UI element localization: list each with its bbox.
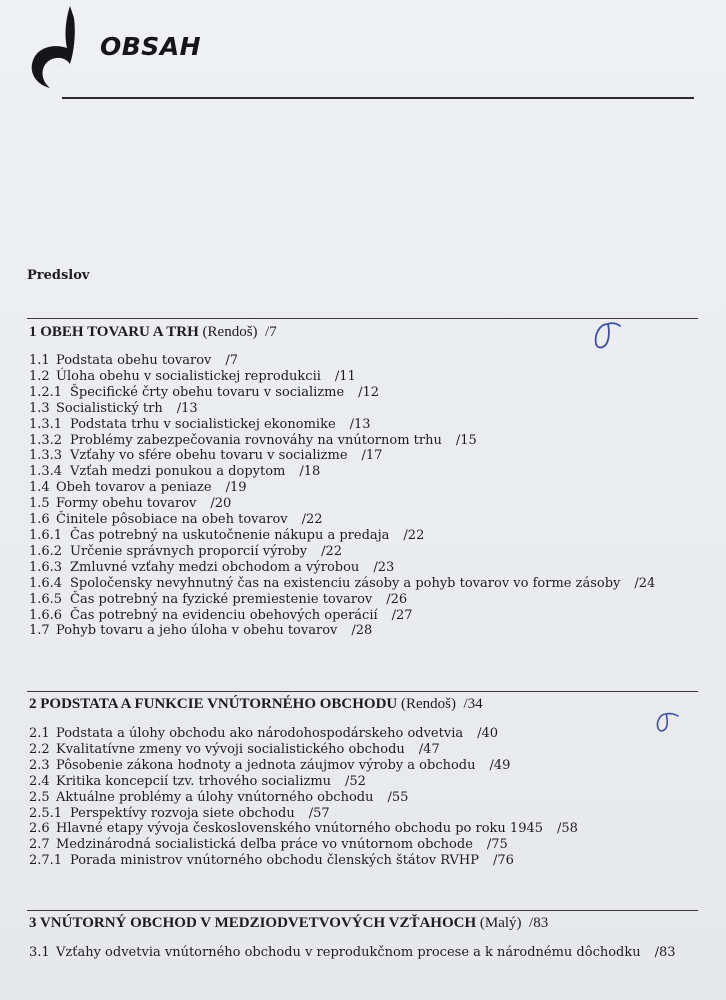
toc-entry-number: 1.6.6 bbox=[29, 607, 63, 623]
toc-entry-title: Porada ministrov vnútorného obchodu členských štátov RVHP bbox=[70, 853, 480, 869]
toc-entry-text bbox=[70, 576, 699, 592]
toc-entry-page: /26 bbox=[386, 591, 408, 607]
toc-entry bbox=[29, 726, 699, 742]
toc-entry bbox=[29, 448, 699, 464]
toc-entry-text bbox=[56, 790, 699, 806]
toc-entry bbox=[29, 742, 699, 758]
toc-entry-text bbox=[70, 528, 699, 544]
toc-entry-title: Hlavné etapy vývoja československého vnútorného obchodu po roku 1945 bbox=[56, 821, 544, 837]
toc-entry-title: Kritika koncepcií tzv. trhového socializmu bbox=[56, 773, 332, 789]
toc-entry-number: 1.3.4 bbox=[29, 464, 63, 480]
toc-entry-title: Úloha obehu v socialistickej reprodukcii bbox=[56, 368, 321, 384]
toc-entry-page: /22 bbox=[301, 512, 323, 528]
toc-entry bbox=[29, 758, 699, 774]
toc-entry-title: Pohyb tovaru a jeho úloha v obehu tovarov bbox=[56, 623, 338, 639]
toc-entry-number: 1.3.2 bbox=[29, 432, 63, 448]
toc-entry-title: Špecifické črty obehu tovaru v socializme bbox=[70, 384, 345, 400]
toc-entry-text bbox=[56, 496, 699, 512]
header-divider bbox=[62, 97, 694, 99]
toc-entry-page: /58 bbox=[557, 821, 578, 837]
toc-entry-number: 1.6.5 bbox=[29, 591, 63, 607]
toc-entry-text bbox=[70, 417, 699, 433]
toc-entry-number: 1.2.1 bbox=[29, 384, 63, 400]
toc-entry-page: /27 bbox=[391, 607, 413, 623]
toc-entry-title: Činitele pôsobiace na obeh tovarov bbox=[56, 512, 288, 528]
toc-entry-text bbox=[70, 464, 699, 480]
toc-entry-number: 2.1 bbox=[29, 726, 50, 741]
toc-entry-text bbox=[70, 544, 699, 560]
chapter-title-text: 1 OBEH TOVARU A TRH bbox=[29, 324, 199, 340]
chapter-author: (Rendoš) bbox=[401, 696, 456, 712]
toc-entry-page: /22 bbox=[321, 543, 343, 559]
toc-entry bbox=[29, 821, 699, 837]
toc-entry bbox=[29, 608, 699, 624]
toc-entry bbox=[29, 806, 699, 822]
toc-entry-text bbox=[56, 480, 699, 496]
toc-entry bbox=[29, 464, 699, 480]
toc-entry-title: Spoločensky nevyhnutný čas na existenciu zásoby a pohyb tovarov vo forme zásoby bbox=[70, 575, 621, 591]
toc-entry bbox=[29, 512, 699, 528]
toc-entry-text bbox=[70, 608, 699, 624]
toc-entry-number: 3.1 bbox=[29, 945, 50, 960]
toc-entry-page: /17 bbox=[361, 448, 383, 464]
toc-entry-page: /75 bbox=[486, 837, 508, 853]
toc-entry-title: Čas potrebný na evidenciu obehových operácií bbox=[70, 607, 378, 623]
toc-entry-page: /28 bbox=[351, 623, 373, 639]
toc-entry-number: 1.1 bbox=[29, 353, 50, 368]
toc-entry-title: Medzinárodná socialistická deľba práce vo vnútornom obchode bbox=[56, 837, 473, 853]
toc-entry bbox=[29, 592, 699, 608]
toc-entry-page: /24 bbox=[634, 575, 656, 591]
toc-entry-number: 1.6.3 bbox=[29, 559, 63, 575]
preface-entry: Predslov bbox=[27, 268, 90, 283]
toc-entry-text bbox=[56, 623, 699, 639]
toc-entry-number: 1.3.3 bbox=[29, 448, 63, 464]
toc-entry-title: Pôsobenie zákona hodnoty a jednota záujmov výroby a obchodu bbox=[56, 757, 476, 773]
toc-entry-page: /11 bbox=[334, 368, 356, 384]
chapter-author: (Rendoš) bbox=[202, 324, 258, 340]
toc-entry bbox=[29, 353, 699, 369]
chapter-divider bbox=[27, 910, 698, 911]
toc-entry-number: 2.2 bbox=[29, 741, 50, 757]
toc-entry-text bbox=[56, 512, 699, 528]
chapter-page: /34 bbox=[463, 696, 483, 712]
toc-entry-page: /15 bbox=[455, 432, 477, 448]
chapter-page: /7 bbox=[265, 324, 277, 340]
toc-entry-title: Určenie správnych proporcií výroby bbox=[70, 543, 308, 559]
toc-entry-title: Čas potrebný na fyzické premiestenie tovarov bbox=[70, 591, 373, 607]
toc-entry-number: 2.7.1 bbox=[29, 853, 63, 869]
toc-entry-text bbox=[56, 945, 699, 961]
toc-list bbox=[29, 945, 699, 961]
toc-entry-text bbox=[56, 369, 699, 385]
toc-entry-page: /12 bbox=[358, 384, 380, 400]
toc-entry bbox=[29, 385, 699, 401]
toc-entry-number: 1.6.1 bbox=[29, 527, 63, 543]
toc-entry-text bbox=[56, 837, 699, 853]
toc-entry bbox=[29, 480, 699, 496]
toc-entry-page: /13 bbox=[349, 416, 371, 432]
toc-entry-title: Podstata obehu tovarov bbox=[56, 353, 212, 368]
toc-entry-number: 1.3.1 bbox=[29, 416, 63, 432]
toc-entry bbox=[29, 790, 699, 806]
toc-entry-page: /52 bbox=[345, 773, 366, 789]
toc-entry-number: 2.6 bbox=[29, 821, 50, 837]
toc-entry-page: /13 bbox=[176, 400, 198, 416]
toc-entry-title: Čas potrebný na uskutočnenie nákupu a predaja bbox=[70, 527, 390, 543]
toc-list bbox=[29, 726, 699, 869]
toc-entry bbox=[29, 774, 699, 790]
toc-entry-title: Podstata trhu v socialistickej ekonomike bbox=[70, 416, 336, 432]
toc-entry-page: /7 bbox=[225, 353, 239, 368]
toc-entry-title: Vzťahy vo sfére obehu tovaru v socializme bbox=[70, 448, 348, 464]
toc-entry-number: 2.7 bbox=[29, 837, 50, 853]
handwritten-mark-icon bbox=[586, 318, 622, 354]
toc-entry-title: Kvalitatívne zmeny vo vývoji socialistického obchodu bbox=[56, 741, 405, 757]
toc-entry bbox=[29, 528, 699, 544]
toc-entry-page: /20 bbox=[210, 496, 232, 512]
toc-entry bbox=[29, 560, 699, 576]
toc-entry-number: 1.6.4 bbox=[29, 575, 63, 591]
toc-entry-page: /23 bbox=[373, 559, 395, 575]
toc-entry-page: /49 bbox=[489, 757, 511, 773]
toc-entry-number: 1.6 bbox=[29, 512, 50, 528]
toc-entry-page: /19 bbox=[225, 480, 247, 496]
toc-entry-title: Vzťah medzi ponukou a dopytom bbox=[70, 464, 286, 480]
toc-entry-number: 2.5.1 bbox=[29, 805, 63, 821]
toc-entry-number: 1.3 bbox=[29, 400, 50, 416]
toc-entry-page: /47 bbox=[418, 741, 440, 757]
toc-entry-number: 1.7 bbox=[29, 623, 50, 639]
toc-entry-text bbox=[70, 433, 699, 449]
toc-entry-title: Socialistický trh bbox=[56, 400, 163, 416]
chapter-heading bbox=[29, 696, 483, 713]
toc-entry-number: 2.5 bbox=[29, 789, 50, 805]
toc-entry-page: /18 bbox=[299, 464, 321, 480]
toc-entry-text bbox=[70, 560, 699, 576]
toc-entry-number: 2.3 bbox=[29, 757, 50, 773]
toc-entry-text bbox=[56, 758, 699, 774]
toc-entry-number: 1.4 bbox=[29, 480, 50, 496]
chapter-page: /83 bbox=[529, 915, 549, 931]
toc-entry-page: /76 bbox=[493, 853, 514, 869]
toc-entry bbox=[29, 853, 699, 869]
toc-entry-page: /57 bbox=[308, 805, 330, 821]
toc-entry-page: /55 bbox=[387, 789, 409, 805]
toc-entry-page: /22 bbox=[403, 527, 425, 543]
toc-entry bbox=[29, 544, 699, 560]
chapter-title-text: 2 PODSTATA A FUNKCIE VNÚTORNÉHO OBCHODU bbox=[29, 696, 398, 712]
toc-entry-number: 1.2 bbox=[29, 368, 50, 384]
toc-entry-title: Formy obehu tovarov bbox=[56, 496, 197, 512]
toc-entry-text bbox=[56, 774, 699, 790]
chapter-heading bbox=[29, 915, 548, 932]
toc-list bbox=[29, 353, 699, 639]
toc-entry-text bbox=[70, 448, 699, 464]
toc-entry-text bbox=[70, 385, 699, 401]
toc-entry-text bbox=[70, 853, 699, 869]
toc-entry bbox=[29, 369, 699, 385]
toc-entry bbox=[29, 417, 699, 433]
toc-entry bbox=[29, 623, 699, 639]
toc-entry bbox=[29, 576, 699, 592]
toc-entry bbox=[29, 496, 699, 512]
chapter-divider bbox=[27, 691, 698, 692]
publisher-logo-icon bbox=[26, 4, 92, 90]
toc-entry-text bbox=[56, 401, 699, 417]
toc-entry-title: Problémy zabezpečovania rovnováhy na vnútornom trhu bbox=[70, 432, 442, 448]
toc-entry bbox=[29, 837, 699, 853]
toc-entry bbox=[29, 945, 699, 961]
toc-entry-title: Obeh tovarov a peniaze bbox=[56, 480, 212, 496]
toc-entry-title: Vzťahy odvetvia vnútorného obchodu v reprodukčnom procese a k národnému dôchodku bbox=[56, 945, 641, 960]
toc-entry-title: Aktuálne problémy a úlohy vnútorného obchodu bbox=[56, 789, 374, 805]
toc-entry bbox=[29, 401, 699, 417]
toc-entry-text bbox=[56, 742, 699, 758]
toc-entry-text bbox=[56, 353, 699, 369]
chapter-heading bbox=[29, 324, 277, 341]
chapter-title-text: 3 VNÚTORNÝ OBCHOD V MEDZIODVETVOVÝCH VZŤAHOCH bbox=[29, 915, 477, 931]
toc-entry-page: /83 bbox=[654, 945, 676, 960]
toc-entry-text bbox=[70, 592, 699, 608]
toc-entry bbox=[29, 433, 699, 449]
toc-entry-title: Zmluvné vzťahy medzi obchodom a výrobou bbox=[70, 559, 360, 575]
toc-entry-text bbox=[70, 806, 699, 822]
toc-entry-title: Podstata a úlohy obchodu ako národohospodárskeho odvetvia bbox=[56, 726, 464, 741]
toc-entry-number: 2.4 bbox=[29, 773, 50, 789]
page-title: OBSAH bbox=[100, 32, 202, 61]
toc-entry-number: 1.6.2 bbox=[29, 543, 63, 559]
chapter-author: (Malý) bbox=[479, 915, 522, 931]
toc-entry-page: /40 bbox=[477, 726, 499, 741]
toc-entry-title: Perspektívy rozvoja siete obchodu bbox=[70, 805, 295, 821]
handwritten-mark-icon bbox=[650, 708, 680, 736]
toc-entry-text bbox=[56, 821, 699, 837]
toc-entry-text bbox=[56, 726, 699, 742]
toc-entry-number: 1.5 bbox=[29, 496, 50, 512]
